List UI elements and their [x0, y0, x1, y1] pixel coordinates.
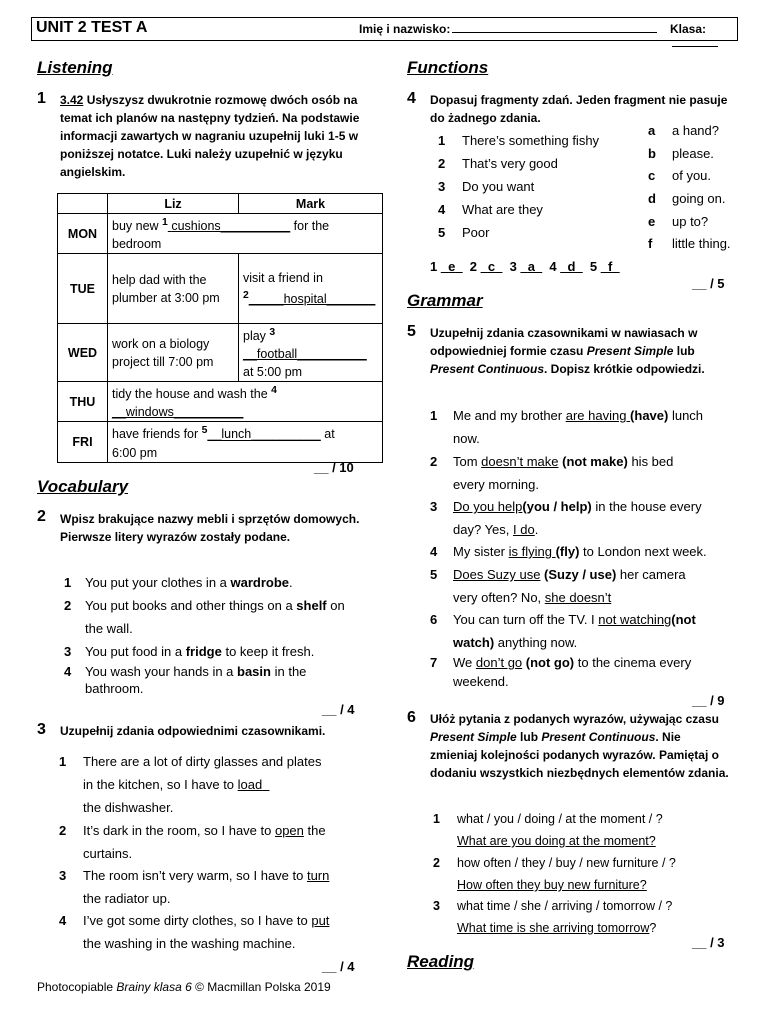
vocabulary-heading: Vocabulary — [37, 477, 129, 496]
footer-copyright: Photocopiable Brainy klasa 6 © Macmillan Polska 2019 — [37, 980, 331, 994]
grammar-answer[interactable]: she doesn’t — [544, 590, 612, 605]
verb-answer[interactable]: load — [237, 777, 263, 792]
grammar-answer[interactable]: are having — [565, 408, 631, 423]
class-field[interactable]: Klasa: — [670, 22, 737, 50]
gap-3-answer[interactable]: __football__________ — [243, 347, 367, 362]
reading-heading: Reading — [407, 952, 475, 971]
exercise-1-number: 1 — [37, 90, 46, 107]
grammar-answer[interactable]: I do — [513, 522, 535, 537]
day-label: THU — [58, 382, 108, 422]
grammar-answer[interactable]: don’t go — [475, 655, 523, 670]
exercise-6-score: __ / 3 — [692, 935, 725, 950]
listening-table — [57, 193, 383, 463]
exercise-3-score: __ / 4 — [322, 959, 355, 974]
day-label: TUE — [58, 254, 108, 324]
question-answer[interactable]: What are you doing at the moment? — [457, 834, 656, 848]
day-label: FRI — [58, 422, 108, 462]
match-answer[interactable]: _e_ — [440, 259, 463, 274]
table-cell: tidy the house and wash the $^4$ __windows__________ — [108, 382, 383, 422]
verb-answer[interactable]: open — [274, 823, 304, 838]
table-row — [58, 254, 383, 324]
exercise-5-number: 5 — [407, 323, 416, 340]
vocab-answer[interactable]: shelf — [296, 598, 327, 613]
match-answer[interactable]: _a_ — [520, 259, 543, 274]
match-answer[interactable]: _d_ — [560, 259, 583, 274]
table-row — [58, 214, 383, 254]
gap-4-answer[interactable]: __windows__________ — [112, 405, 244, 420]
question-answer[interactable]: How often they buy new furniture? — [457, 878, 647, 892]
table-cell: visit a friend in $^2$_____hospital_______ — [239, 254, 383, 324]
name-field[interactable]: Imię i nazwisko: — [359, 22, 657, 36]
exercise-6-instruction: Ułóż pytania z podanych wyrazów, używając czasu Present Simple lub Present Continuous. Nie zmieniaj kolejności podanych wyrazów. Pamiętaj o dodaniu wszystkich niezbędnych elementów zdania. — [430, 712, 729, 780]
grammar-answer[interactable]: Does Suzy use — [453, 567, 541, 582]
column-header-liz: Liz — [108, 194, 239, 214]
exercise-4-number: 4 — [407, 90, 416, 107]
exercise-2-instruction: Wpisz brakujące nazwy mebli i sprzętów domowych. Pierwsze litery wyrazów zostały podane. — [60, 512, 360, 544]
grammar-answer[interactable]: Do you help — [453, 499, 523, 514]
table-row — [58, 422, 383, 462]
unit-title: UNIT 2 TEST A — [36, 19, 148, 36]
exercise-4-instruction: Dopasuj fragmenty zdań. Jeden fragment nie pasuje do żadnego zdania. — [430, 93, 728, 125]
exercise-6-number: 6 — [407, 709, 416, 726]
grammar-answer[interactable]: is flying — [508, 544, 556, 559]
table-row — [58, 324, 383, 382]
vocab-answer[interactable]: fridge — [185, 644, 222, 659]
question-answer[interactable]: What time is she arriving tomorrow — [457, 921, 650, 935]
vocab-answer[interactable]: wardrobe — [230, 575, 290, 590]
verb-answer[interactable]: put — [311, 913, 330, 928]
table-cell: have friends for $^5$__lunch__________ at 6:00 pm — [108, 422, 383, 462]
vocab-answer[interactable]: basin — [237, 664, 271, 679]
functions-heading: Functions — [407, 58, 489, 77]
exercise-4-score: __ / 5 — [692, 276, 725, 291]
table-cell: play $^3$ __football__________ at 5:00 pm — [239, 324, 383, 382]
grammar-answer[interactable]: doesn’t make — [481, 454, 559, 469]
listening-heading: Listening — [37, 58, 113, 77]
day-label: MON — [58, 214, 108, 254]
grammar-heading: Grammar — [407, 291, 483, 310]
table-cell: help dad with the plumber at 3:00 pm — [108, 254, 239, 324]
exercise-1-instruction: 3.42 Usłyszysz dwukrotnie rozmowę dwóch osób na temat ich planów na następny tydzień. Na podstawie informacji zawartych w nagraniu uzupełnij luki 1-5 w poniższej notatce. Luki należy uzupełnić w języku angielskim. — [60, 93, 360, 179]
exercise-5-instruction: Uzupełnij zdania czasownikami w nawiasach w odpowiedniej formie czasu Present Simple lub Present Continuous. Dopisz krótkie odpowiedzi. — [430, 326, 705, 376]
track-number: 3.42 — [60, 93, 84, 107]
exercise-2-score: __ / 4 — [322, 702, 355, 717]
gap-5-answer[interactable]: __lunch__________ — [207, 427, 321, 442]
day-label: WED — [58, 324, 108, 382]
test-header — [31, 17, 738, 41]
exercise-5-score: __ / 9 — [692, 693, 725, 708]
table-cell: work on a biology project till 7:00 pm — [108, 324, 239, 382]
match-answers: 1 _e_ 2 _c_ 3 _a_ 4 _d_ 5 _f_ — [430, 259, 620, 274]
match-answer[interactable]: _f_ — [600, 259, 620, 274]
exercise-3-instruction: Uzupełnij zdania odpowiednimi czasownikami. — [60, 724, 326, 738]
column-header-mark: Mark — [239, 194, 383, 214]
table-row — [58, 382, 383, 422]
match-answer[interactable]: _c_ — [480, 259, 503, 274]
verb-answer[interactable]: turn — [306, 868, 330, 883]
exercise-3-number: 3 — [37, 721, 46, 738]
grammar-answer[interactable]: not watching — [598, 612, 672, 627]
exercise-1-score: __ / 10 — [314, 460, 354, 475]
table-cell: buy new $^1$ cushions__________ for the bedroom — [108, 214, 383, 254]
gap-1-answer[interactable]: cushions__________ — [171, 219, 291, 234]
gap-2-answer[interactable]: _____hospital_______ — [248, 292, 376, 307]
exercise-2-number: 2 — [37, 508, 46, 525]
